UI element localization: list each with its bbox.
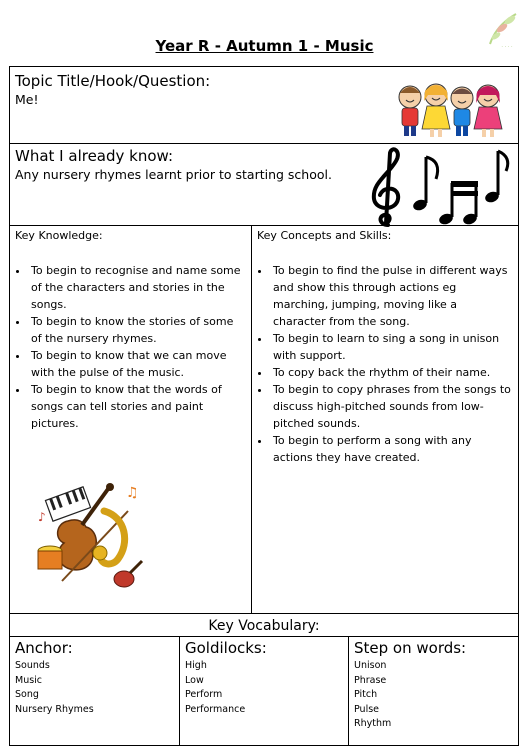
list-item: High — [185, 660, 207, 671]
list-item: Performance — [185, 703, 246, 715]
topic-text: Me! — [15, 92, 39, 107]
children-clipart-icon — [396, 77, 506, 141]
list-item: Rhythm — [354, 718, 392, 729]
list-item: • To begin to know that the words of songs can tell stories and paint pictures. — [29, 381, 247, 432]
svg-text:· · · ·: · · · · — [501, 44, 513, 50]
topic-heading: Topic Title/Hook/Question: — [15, 72, 211, 90]
goldilocks-word-list — [185, 659, 245, 717]
divider — [348, 636, 349, 746]
goldilocks-title: Goldilocks: — [185, 639, 267, 657]
instruments-clipart-icon — [34, 481, 146, 597]
list-item: • To begin to find the pulse in different ways and show this through actions eg marching, jumping, moving like a character from the song. — [271, 262, 511, 330]
list-item: Pulse — [354, 703, 380, 715]
divider — [10, 143, 518, 144]
divider — [10, 225, 518, 226]
prior-heading: What I already know: — [15, 147, 174, 165]
list-item: Pitch — [354, 689, 378, 700]
svg-text:♪: ♪ — [38, 510, 46, 524]
list-item: • To copy back the rhythm of their name. — [271, 364, 511, 381]
anchor-title: Anchor: — [15, 639, 73, 657]
list-item: Music — [15, 674, 43, 686]
list-item: Nursery Rhymes — [15, 703, 94, 715]
music-notes-icon — [366, 147, 511, 229]
skills-list — [255, 262, 511, 466]
vocabulary-heading: Key Vocabulary: — [208, 618, 320, 634]
list-item: Unison — [354, 660, 387, 671]
list-item: Perform — [185, 689, 223, 700]
list-item: • To begin to perform a song with any actions they have created. — [271, 432, 511, 466]
list-item: • To begin to know that we can move with the pulse of the music. — [29, 347, 247, 381]
divider — [251, 225, 252, 613]
svg-text:♫: ♫ — [126, 485, 139, 501]
list-item: Phrase — [354, 674, 387, 686]
skills-heading: Key Concepts and Skills: — [257, 229, 392, 242]
knowledge-list — [13, 262, 247, 432]
list-item: Low — [185, 674, 204, 686]
knowledge-heading: Key Knowledge: — [15, 229, 103, 242]
divider — [10, 613, 518, 614]
list-item: • To begin to copy phrases from the songs to discuss high-pitched sounds from low-pitched sounds. — [271, 381, 511, 432]
step-on-title: Step on words: — [354, 639, 467, 657]
list-item: • To begin to know the stories of some of the nursery rhymes. — [29, 313, 247, 347]
knowledge-organiser — [9, 66, 519, 746]
divider — [10, 636, 518, 637]
step-on-word-list — [354, 659, 391, 732]
prior-text: Any nursery rhymes learnt prior to starting school. — [15, 167, 332, 182]
list-item: • To begin to recognise and name some of the characters and stories in the songs. — [29, 262, 247, 313]
list-item: • To begin to learn to sing a song in unison with support. — [271, 330, 511, 364]
document-title: Year R - Autumn 1 - Music — [155, 37, 374, 55]
anchor-word-list — [15, 659, 94, 717]
list-item: Song — [15, 689, 39, 700]
divider — [179, 636, 180, 746]
list-item: Sounds — [15, 660, 50, 671]
